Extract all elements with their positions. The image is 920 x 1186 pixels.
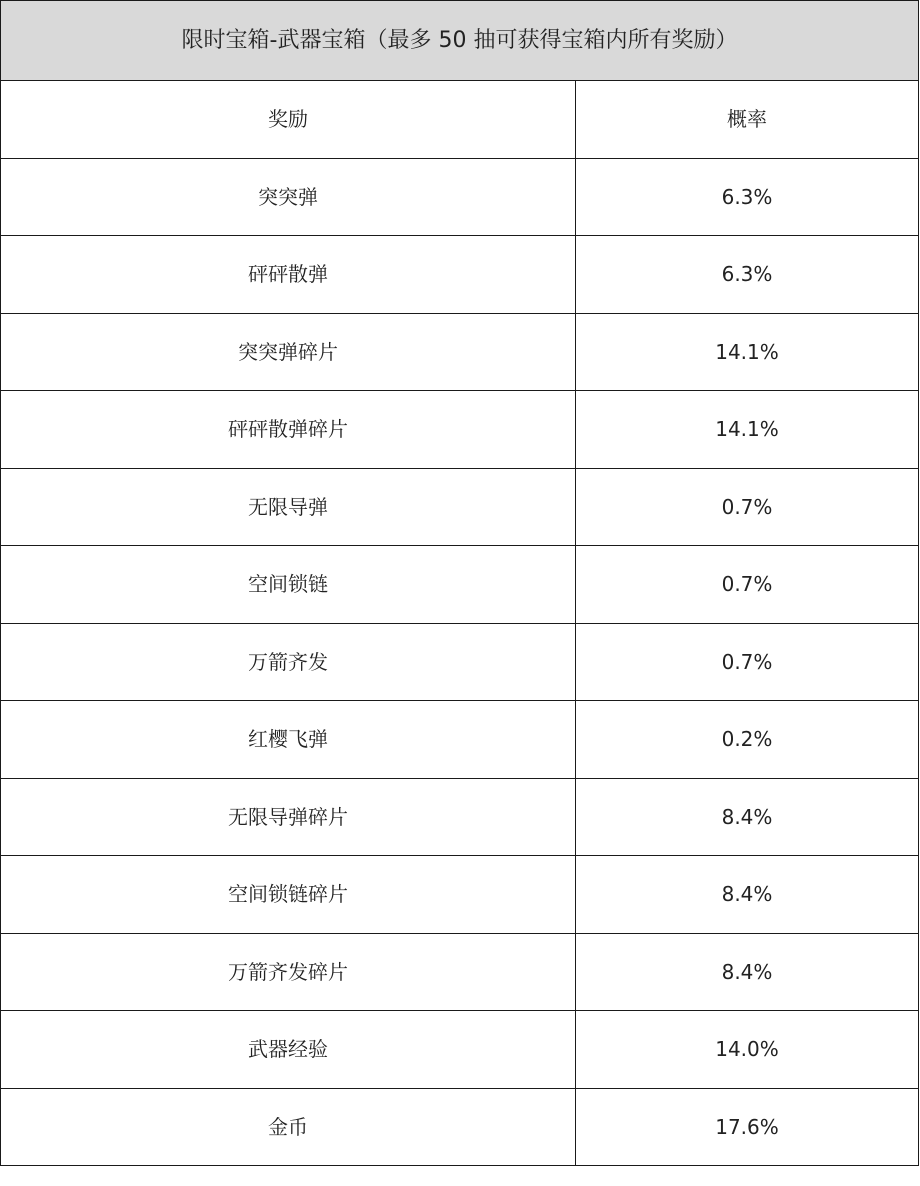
probability-cell: 8.4% [576, 778, 919, 856]
reward-cell: 空间锁链碎片 [1, 856, 576, 934]
table-row [1, 391, 919, 469]
table-row [1, 623, 919, 701]
reward-cell: 红樱飞弹 [1, 701, 576, 779]
header-probability: 概率 [576, 81, 919, 159]
probability-cell: 8.4% [576, 933, 919, 1011]
probability-cell: 14.1% [576, 313, 919, 391]
table-title: 限时宝箱-武器宝箱（最多 50 抽可获得宝箱内所有奖励） [1, 1, 919, 81]
table-title-row [1, 1, 919, 81]
probability-cell: 0.7% [576, 546, 919, 624]
reward-cell: 砰砰散弹 [1, 236, 576, 314]
reward-cell: 空间锁链 [1, 546, 576, 624]
table-row [1, 1088, 919, 1166]
probability-cell: 0.2% [576, 701, 919, 779]
probability-cell: 8.4% [576, 856, 919, 934]
reward-cell: 砰砰散弹碎片 [1, 391, 576, 469]
table-row [1, 313, 919, 391]
probability-cell: 17.6% [576, 1088, 919, 1166]
reward-cell: 突突弹碎片 [1, 313, 576, 391]
table-row [1, 158, 919, 236]
probability-cell: 6.3% [576, 158, 919, 236]
reward-cell: 万箭齐发 [1, 623, 576, 701]
reward-cell: 金币 [1, 1088, 576, 1166]
table-row [1, 701, 919, 779]
probability-cell: 14.1% [576, 391, 919, 469]
header-reward: 奖励 [1, 81, 576, 159]
reward-cell: 武器经验 [1, 1011, 576, 1089]
table-row [1, 933, 919, 1011]
probability-cell: 14.0% [576, 1011, 919, 1089]
probability-cell: 0.7% [576, 623, 919, 701]
table-row [1, 468, 919, 546]
table-row [1, 778, 919, 856]
table-row [1, 856, 919, 934]
table-row [1, 236, 919, 314]
reward-cell: 无限导弹 [1, 468, 576, 546]
reward-cell: 突突弹 [1, 158, 576, 236]
table-row [1, 546, 919, 624]
reward-cell: 无限导弹碎片 [1, 778, 576, 856]
table-row [1, 1011, 919, 1089]
reward-cell: 万箭齐发碎片 [1, 933, 576, 1011]
probability-cell: 6.3% [576, 236, 919, 314]
probability-cell: 0.7% [576, 468, 919, 546]
table-header-row [1, 81, 919, 159]
